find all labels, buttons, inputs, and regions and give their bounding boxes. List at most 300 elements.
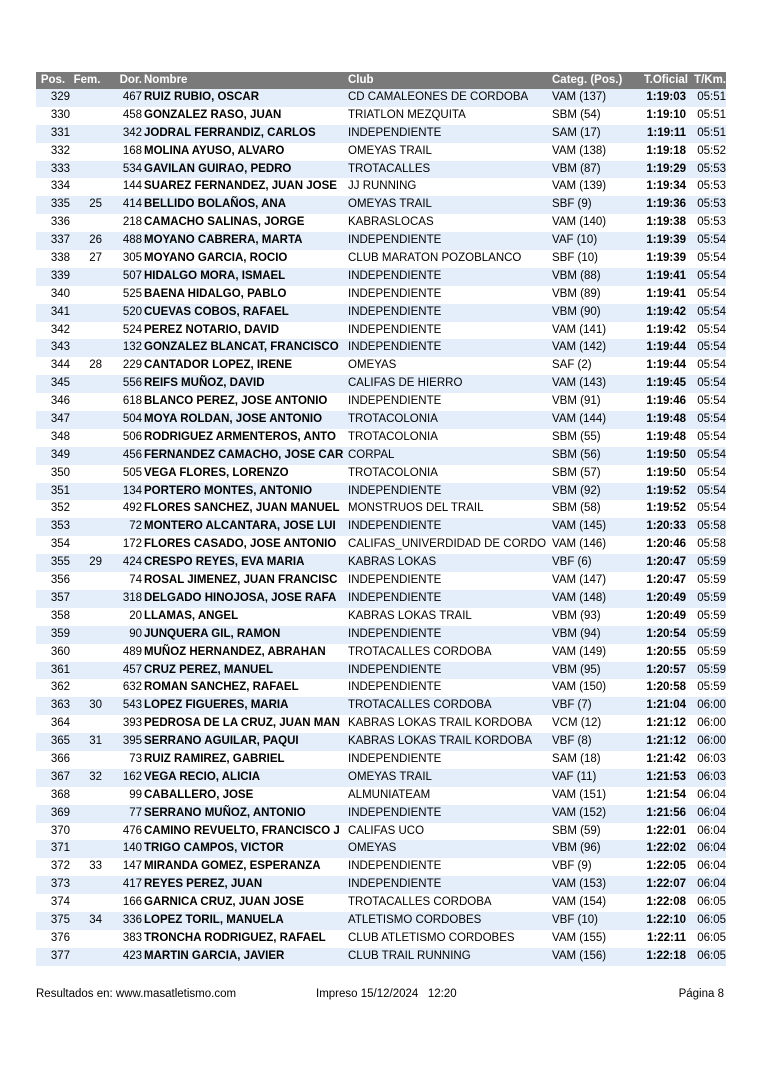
cell-pos: 349 [50,448,70,461]
cell-toficial: 1:20:49 [646,591,686,604]
cell-categ: SBM (54) [552,108,601,121]
cell-club: OMEYAS [348,359,397,372]
cell-nombre: DELGADO HINOJOSA, JOSE RAFA [144,591,337,604]
header-fem: Fem. [73,74,101,86]
cell-tkm: 05:53 [697,180,726,193]
cell-fem: 25 [89,198,102,211]
cell-club: KABRAS LOKAS TRAIL [348,609,472,622]
cell-tkm: 05:53 [697,198,726,211]
cell-toficial: 1:21:04 [646,699,686,712]
cell-club: INDEPENDIENTE [348,287,442,300]
cell-club: INDEPENDIENTE [348,806,442,819]
cell-pos: 343 [50,341,70,354]
results-table [36,72,726,966]
cell-nombre: LLAMAS, ANGEL [144,609,239,622]
cell-pos: 361 [50,663,70,676]
cell-categ: VBM (93) [552,609,601,622]
cell-club: INDEPENDIENTE [348,681,442,694]
cell-tkm: 06:04 [697,842,726,855]
cell-dor: 20 [129,609,142,622]
cell-categ: VBF (6) [552,556,592,569]
cell-toficial: 1:22:10 [646,913,686,926]
cell-tkm: 05:54 [697,395,726,408]
cell-toficial: 1:19:18 [646,144,686,157]
cell-categ: VBF (9) [552,860,592,873]
table-row [36,465,726,483]
cell-dor: 393 [122,717,142,730]
table-row [36,840,726,858]
cell-nombre: FERNANDEZ CAMACHO, JOSE CAR [144,448,344,461]
cell-club: CLUB TRAIL RUNNING [348,949,471,962]
cell-categ: VBM (92) [552,484,601,497]
cell-dor: 457 [122,663,142,676]
cell-club: TROTACALLES CORDOBA [348,645,492,658]
cell-nombre: CRESPO REYES, EVA MARIA [144,556,305,569]
cell-nombre: CRUZ PEREZ, MANUEL [144,663,274,676]
table-row [36,751,726,769]
table-row [36,196,726,214]
cell-nombre: REYES PEREZ, JUAN [144,878,263,891]
table-row [36,662,726,680]
cell-pos: 371 [50,842,70,855]
cell-toficial: 1:20:55 [646,645,686,658]
cell-club: INDEPENDIENTE [348,234,442,247]
cell-categ: SBM (55) [552,430,601,443]
cell-toficial: 1:22:18 [646,949,686,962]
cell-tkm: 05:59 [697,663,726,676]
cell-toficial: 1:19:44 [646,341,686,354]
table-row [36,644,726,662]
cell-pos: 359 [50,627,70,640]
cell-categ: VAM (146) [552,538,607,551]
cell-pos: 353 [50,520,70,533]
cell-tkm: 06:04 [697,806,726,819]
cell-categ: VAM (150) [552,681,607,694]
table-row [36,572,726,590]
cell-tkm: 05:59 [697,681,726,694]
cell-dor: 132 [122,341,142,354]
cell-pos: 356 [50,574,70,587]
cell-nombre: RUIZ RAMIREZ, GABRIEL [144,752,285,765]
cell-club: INDEPENDIENTE [348,395,442,408]
cell-categ: VBM (90) [552,305,601,318]
table-row [36,805,726,823]
cell-fem: 26 [89,234,102,247]
cell-pos: 366 [50,752,70,765]
cell-dor: 506 [122,430,142,443]
cell-toficial: 1:19:34 [646,180,686,193]
cell-categ: VAM (147) [552,574,607,587]
table-row [36,715,726,733]
cell-pos: 364 [50,717,70,730]
cell-toficial: 1:22:05 [646,860,686,873]
cell-nombre: MOYA ROLDAN, JOSE ANTONIO [144,413,323,426]
cell-club: CALIFAS DE HIERRO [348,377,463,390]
cell-pos: 360 [50,645,70,658]
cell-tkm: 05:54 [697,341,726,354]
cell-toficial: 1:19:52 [646,484,686,497]
cell-dor: 383 [122,931,142,944]
cell-club: INDEPENDIENTE [348,627,442,640]
cell-dor: 492 [122,502,142,515]
cell-club: MONSTRUOS DEL TRAIL [348,502,484,515]
cell-pos: 342 [50,323,70,336]
cell-dor: 140 [122,842,142,855]
cell-dor: 336 [122,913,142,926]
cell-pos: 352 [50,502,70,515]
cell-dor: 458 [122,108,142,121]
cell-categ: SBM (59) [552,824,601,837]
cell-categ: VAM (155) [552,931,607,944]
cell-dor: 99 [129,788,142,801]
cell-toficial: 1:19:48 [646,430,686,443]
cell-toficial: 1:19:36 [646,198,686,211]
cell-toficial: 1:21:56 [646,806,686,819]
cell-nombre: MOYANO CABRERA, MARTA [144,234,303,247]
cell-categ: VAM (149) [552,645,607,658]
cell-dor: 507 [122,269,142,282]
cell-club: INDEPENDIENTE [348,269,442,282]
cell-categ: SAF (2) [552,359,592,372]
cell-pos: 345 [50,377,70,390]
cell-dor: 342 [122,126,142,139]
cell-dor: 524 [122,323,142,336]
table-row [36,858,726,876]
cell-tkm: 06:00 [697,699,726,712]
cell-tkm: 05:53 [697,162,726,175]
cell-tkm: 06:05 [697,896,726,909]
cell-toficial: 1:19:52 [646,502,686,515]
cell-categ: VAM (154) [552,896,607,909]
cell-categ: VAM (153) [552,878,607,891]
cell-tkm: 06:00 [697,717,726,730]
cell-categ: VBF (8) [552,735,592,748]
cell-nombre: GONZALEZ RASO, JUAN [144,108,282,121]
cell-categ: VAM (151) [552,788,607,801]
cell-pos: 374 [50,896,70,909]
cell-dor: 543 [122,699,142,712]
cell-tkm: 06:04 [697,824,726,837]
cell-toficial: 1:20:58 [646,681,686,694]
cell-pos: 335 [50,198,70,211]
cell-club: INDEPENDIENTE [348,574,442,587]
table-row [36,447,726,465]
cell-categ: VAM (144) [552,413,607,426]
cell-dor: 90 [129,627,142,640]
cell-categ: SBF (10) [552,252,599,265]
table-row [36,143,726,161]
footer-page: Página 8 [678,988,724,1000]
table-row [36,697,726,715]
table-row [36,948,726,966]
cell-fem: 27 [89,252,102,265]
cell-club: CALIFAS_UNIVERDIDAD DE CORDO [348,538,547,551]
cell-club: OMEYAS TRAIL [348,770,432,783]
cell-categ: VAM (137) [552,91,607,103]
cell-club: INDEPENDIENTE [348,341,442,354]
cell-tkm: 05:54 [697,359,726,372]
cell-pos: 333 [50,162,70,175]
cell-toficial: 1:19:50 [646,466,686,479]
cell-dor: 414 [122,198,142,211]
cell-tkm: 05:51 [697,126,726,139]
table-row [36,769,726,787]
cell-club: INDEPENDIENTE [348,878,442,891]
cell-nombre: BAENA HIDALGO, PABLO [144,287,287,300]
cell-tkm: 05:54 [697,269,726,282]
table-row [36,930,726,948]
header-dor: Dor. [119,74,142,86]
table-row [36,590,726,608]
cell-categ: VBF (10) [552,913,599,926]
cell-fem: 33 [89,860,102,873]
cell-categ: VAM (139) [552,180,607,193]
table-row [36,679,726,697]
cell-tkm: 05:59 [697,609,726,622]
cell-toficial: 1:22:07 [646,878,686,891]
table-row [36,733,726,751]
cell-tkm: 06:04 [697,878,726,891]
cell-categ: SAM (18) [552,752,601,765]
cell-dor: 504 [122,413,142,426]
table-row [36,787,726,805]
cell-pos: 376 [50,931,70,944]
table-row [36,429,726,447]
header-pos: Pos. [40,74,66,86]
cell-categ: VBM (89) [552,287,601,300]
cell-club: CORPAL [348,448,395,461]
cell-nombre: FLORES CASADO, JOSE ANTONIO [144,538,337,551]
cell-tkm: 05:54 [697,502,726,515]
cell-categ: VAM (142) [552,341,607,354]
cell-categ: VBM (87) [552,162,601,175]
cell-dor: 144 [122,180,142,193]
cell-tkm: 06:00 [697,735,726,748]
cell-nombre: RUIZ RUBIO, OSCAR [144,91,259,103]
cell-categ: VBF (7) [552,699,592,712]
cell-club: INDEPENDIENTE [348,323,442,336]
cell-tkm: 06:05 [697,913,726,926]
cell-toficial: 1:19:50 [646,448,686,461]
cell-fem: 28 [89,359,102,372]
cell-fem: 34 [89,913,102,926]
table-row [36,161,726,179]
cell-categ: VAM (156) [552,949,607,962]
cell-pos: 332 [50,144,70,157]
table-row [36,518,726,536]
cell-tkm: 05:59 [697,645,726,658]
cell-club: INDEPENDIENTE [348,126,442,139]
cell-nombre: FLORES SANCHEZ, JUAN MANUEL [144,502,340,515]
table-row [36,89,726,107]
cell-club: CLUB MARATON POZOBLANCO [348,252,522,265]
cell-categ: VBM (88) [552,269,601,282]
cell-club: OMEYAS TRAIL [348,144,432,157]
cell-toficial: 1:19:41 [646,287,686,300]
cell-pos: 354 [50,538,70,551]
cell-club: INDEPENDIENTE [348,305,442,318]
cell-fem: 29 [89,556,102,569]
cell-toficial: 1:20:47 [646,556,686,569]
table-row [36,339,726,357]
cell-categ: VAM (141) [552,323,607,336]
table-row [36,554,726,572]
cell-nombre: RODRIGUEZ ARMENTEROS, ANTO [144,430,336,443]
cell-dor: 395 [122,735,142,748]
cell-tkm: 05:59 [697,556,726,569]
cell-club: TROTACOLONIA [348,413,438,426]
cell-toficial: 1:22:11 [646,931,686,944]
cell-tkm: 05:54 [697,377,726,390]
cell-toficial: 1:19:48 [646,413,686,426]
cell-club: INDEPENDIENTE [348,663,442,676]
cell-dor: 168 [122,144,142,157]
cell-toficial: 1:19:46 [646,395,686,408]
cell-dor: 72 [129,520,142,533]
cell-categ: VBM (94) [552,627,601,640]
cell-nombre: MOYANO GARCIA, ROCIO [144,252,288,265]
cell-categ: VBM (95) [552,663,601,676]
table-row [36,608,726,626]
cell-toficial: 1:22:08 [646,896,686,909]
cell-nombre: CAMACHO SALINAS, JORGE [144,216,305,229]
cell-toficial: 1:20:57 [646,663,686,676]
cell-tkm: 06:03 [697,770,726,783]
cell-fem: 31 [89,735,102,748]
cell-dor: 520 [122,305,142,318]
cell-categ: VAM (143) [552,377,607,390]
cell-pos: 340 [50,287,70,300]
cell-dor: 229 [122,359,142,372]
cell-nombre: BELLIDO BOLAÑOS, ANA [144,198,287,211]
cell-tkm: 06:05 [697,949,726,962]
cell-tkm: 05:59 [697,574,726,587]
cell-toficial: 1:19:41 [646,269,686,282]
cell-club: INDEPENDIENTE [348,484,442,497]
cell-pos: 367 [50,770,70,783]
cell-dor: 305 [122,252,142,265]
cell-club: CLUB ATLETISMO CORDOBES [348,931,515,944]
cell-pos: 365 [50,735,70,748]
table-row [36,912,726,930]
cell-nombre: CUEVAS COBOS, RAFAEL [144,305,289,318]
cell-nombre: GONZALEZ BLANCAT, FRANCISCO [144,341,339,354]
table-body [36,89,726,966]
cell-nombre: LOPEZ FIGUERES, MARIA [144,699,289,712]
cell-pos: 369 [50,806,70,819]
cell-dor: 488 [122,234,142,247]
cell-pos: 334 [50,180,70,193]
cell-club: INDEPENDIENTE [348,520,442,533]
table-row [36,304,726,322]
cell-categ: VAM (152) [552,806,607,819]
cell-toficial: 1:22:01 [646,824,686,837]
table-row [36,483,726,501]
cell-nombre: GAVILAN GUIRAO, PEDRO [144,162,292,175]
cell-club: OMEYAS [348,842,397,855]
table-row [36,250,726,268]
cell-dor: 525 [122,287,142,300]
cell-nombre: PEDROSA DE LA CRUZ, JUAN MAN [144,717,340,730]
cell-nombre: MARTIN GARCIA, JAVIER [144,949,285,962]
cell-dor: 134 [122,484,142,497]
cell-nombre: BLANCO PEREZ, JOSE ANTONIO [144,395,328,408]
cell-pos: 368 [50,788,70,801]
table-row [36,107,726,125]
cell-dor: 147 [122,860,142,873]
cell-tkm: 05:54 [697,305,726,318]
cell-dor: 456 [122,448,142,461]
cell-pos: 346 [50,395,70,408]
cell-pos: 357 [50,591,70,604]
cell-nombre: JODRAL FERRANDIZ, CARLOS [144,126,316,139]
header-categ: Categ. (Pos.) [552,74,623,86]
cell-club: JJ RUNNING [348,180,417,193]
cell-categ: VAF (11) [552,770,597,783]
cell-nombre: MOLINA AYUSO, ALVARO [144,144,285,157]
cell-dor: 423 [122,949,142,962]
cell-club: KABRASLOCAS [348,216,434,229]
cell-toficial: 1:21:54 [646,788,686,801]
cell-nombre: TRIGO CAMPOS, VICTOR [144,842,284,855]
cell-tkm: 05:54 [697,448,726,461]
cell-club: TROTACALLES [348,162,431,175]
cell-dor: 467 [122,91,142,103]
cell-dor: 618 [122,395,142,408]
cell-pos: 362 [50,681,70,694]
cell-club: INDEPENDIENTE [348,591,442,604]
cell-pos: 351 [50,484,70,497]
cell-pos: 338 [50,252,70,265]
cell-pos: 336 [50,216,70,229]
cell-dor: 166 [122,896,142,909]
cell-toficial: 1:19:39 [646,234,686,247]
table-row [36,286,726,304]
cell-dor: 162 [122,770,142,783]
footer-printed: Impreso 15/12/2024 12:20 [316,988,457,1000]
cell-pos: 350 [50,466,70,479]
cell-pos: 358 [50,609,70,622]
cell-toficial: 1:19:29 [646,162,686,175]
cell-pos: 344 [50,359,70,372]
cell-nombre: SERRANO AGUILAR, PAQUI [144,735,299,748]
cell-toficial: 1:20:54 [646,627,686,640]
cell-dor: 318 [122,591,142,604]
cell-nombre: REIFS MUÑOZ, DAVID [144,377,265,390]
cell-tkm: 06:04 [697,860,726,873]
table-row [36,375,726,393]
cell-club: INDEPENDIENTE [348,752,442,765]
cell-tkm: 05:53 [697,216,726,229]
cell-toficial: 1:21:53 [646,770,686,783]
cell-club: CD CAMALEONES DE CORDOBA [348,91,529,103]
table-row [36,626,726,644]
cell-dor: 505 [122,466,142,479]
cell-nombre: CANTADOR LOPEZ, IRENE [144,359,293,372]
cell-toficial: 1:21:12 [646,735,686,748]
cell-dor: 417 [122,878,142,891]
table-row [36,500,726,518]
cell-toficial: 1:19:10 [646,108,686,121]
cell-tkm: 05:54 [697,466,726,479]
cell-tkm: 06:05 [697,931,726,944]
cell-tkm: 05:51 [697,108,726,121]
cell-nombre: SERRANO MUÑOZ, ANTONIO [144,806,306,819]
cell-categ: VAM (140) [552,216,607,229]
cell-categ: SBF (9) [552,198,592,211]
cell-club: ALMUNIATEAM [348,788,431,801]
cell-tkm: 05:58 [697,520,726,533]
